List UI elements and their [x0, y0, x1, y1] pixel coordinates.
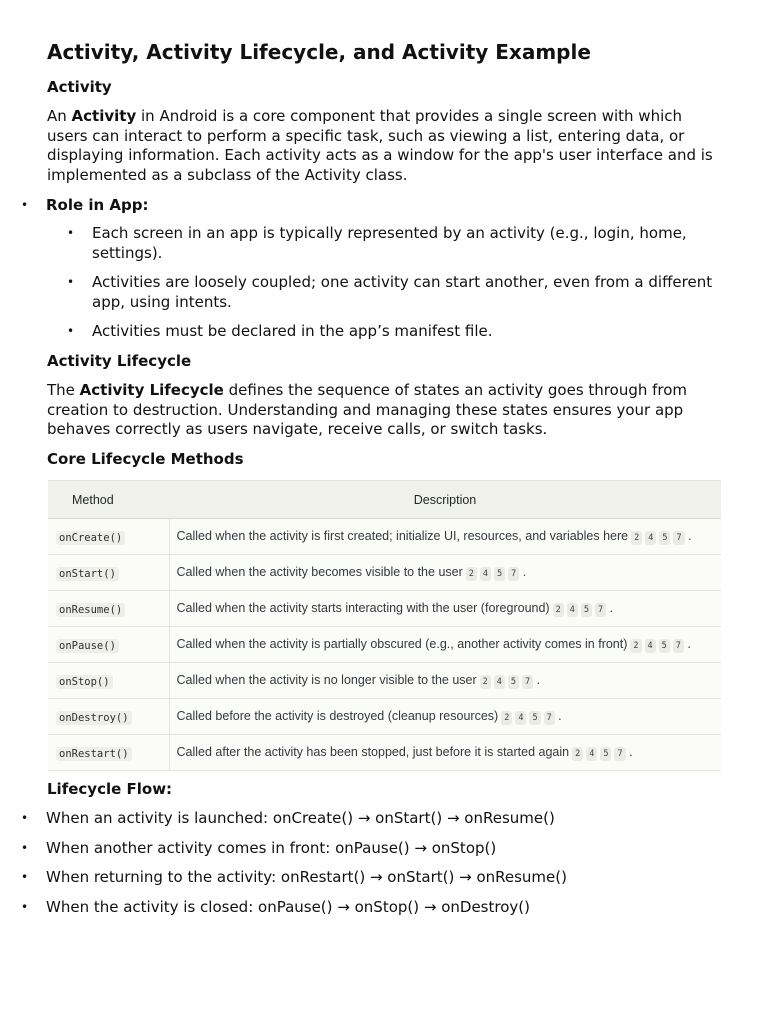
list-item: • When the activity is closed: onPause() → onStop() → onDestroy(): [21, 897, 530, 916]
description-cell: [169, 591, 721, 627]
period: .: [519, 564, 527, 579]
role-list: [0, 196, 721, 216]
bullet-icon: •: [21, 198, 29, 212]
list-item: • Each screen in an app is typically represented by an activity (e.g., login, home, settings).: [67, 224, 687, 262]
method-name: onResume(): [56, 603, 125, 617]
lifecycle-intro: The Activity Lifecycle defines the sequence of states an activity goes through from creation to destruction. Understanding and managing these states ensures your app behaves correctly as users navigate, receive calls, or switch tasks.: [47, 381, 688, 438]
citation-badge[interactable]: 4: [645, 531, 656, 545]
role-sublist: [0, 224, 721, 342]
citation-badge[interactable]: 5: [600, 747, 611, 761]
method-name: onStart(): [56, 567, 119, 581]
bullet-icon: •: [21, 899, 29, 914]
table-row: [48, 699, 721, 735]
list-item: • Role in App:: [21, 196, 149, 214]
citation-badge[interactable]: 4: [515, 711, 526, 725]
bullet-icon: •: [67, 275, 75, 289]
list-item: • When an activity is launched: onCreate() → onStart() → onResume(): [21, 809, 555, 827]
bullet-icon: •: [67, 226, 75, 240]
list-item: • Activities are loosely coupled; one activity can start another, even from a different app, using intents.: [67, 273, 713, 311]
list-item: • When another activity comes in front: onPause() → onStop(): [21, 838, 497, 857]
period: .: [554, 708, 562, 723]
bullet-icon: •: [21, 870, 29, 884]
period: .: [683, 636, 691, 651]
citation-badge[interactable]: 7: [508, 567, 519, 581]
lifecycle-methods-table: [48, 480, 721, 771]
citation-badge[interactable]: 4: [645, 639, 656, 653]
citation-badge[interactable]: 2: [572, 747, 583, 761]
citation-badge[interactable]: 2: [553, 603, 564, 617]
list-item: • Activities must be declared in the app’s manifest file.: [67, 322, 493, 340]
period: .: [625, 744, 633, 759]
description-text: Called when the activity is partially obscured (e.g., another activity comes in front): [176, 636, 628, 651]
citation-badge[interactable]: 5: [529, 711, 540, 725]
section-heading-flow: Lifecycle Flow:: [47, 780, 173, 798]
description-cell: [169, 519, 721, 555]
description-text: Called before the activity is destroyed (cleanup resources): [176, 708, 499, 723]
table-row: [48, 591, 721, 627]
citation-badge[interactable]: 5: [659, 639, 670, 653]
table-row: [48, 735, 721, 771]
table-row: [48, 519, 721, 555]
column-header-description: Description: [169, 481, 721, 519]
period: .: [684, 528, 692, 543]
description-cell: [169, 663, 721, 699]
column-header-method: Method: [48, 481, 169, 519]
table-row: [48, 555, 721, 591]
description-text: Called when the activity starts interacting with the user (foreground): [176, 600, 550, 615]
description-text: Called when the activity is first created; initialize UI, resources, and variables here: [176, 528, 629, 543]
method-cell: [48, 735, 169, 771]
citation-badge[interactable]: 2: [466, 567, 477, 581]
citation-badge[interactable]: 2: [501, 711, 512, 725]
activity-intro: An Activity in Android is a core component that provides a single screen with which users can interact to perform a specific task, such as viewing a list, entering data, or displaying information. Each activity acts as a window for the app's user interface and is implemented as a subclass of the Activity class.: [47, 107, 713, 184]
description-text: Called when the activity becomes visible to the user: [176, 564, 463, 579]
citation-badge[interactable]: 5: [659, 531, 670, 545]
method-cell: [48, 663, 169, 699]
section-heading-lifecycle: Activity Lifecycle: [47, 352, 192, 370]
table-row: [48, 627, 721, 663]
table-row: [48, 663, 721, 699]
citation-badge[interactable]: 2: [630, 639, 641, 653]
citation-badge[interactable]: 7: [614, 747, 625, 761]
citation-badge[interactable]: 4: [480, 567, 491, 581]
citation-badge[interactable]: 7: [522, 675, 533, 689]
description-cell: [169, 627, 721, 663]
method-name: onCreate(): [56, 531, 125, 545]
period: .: [533, 672, 541, 687]
citation-badge[interactable]: 7: [595, 603, 606, 617]
list-item: • When returning to the activity: onRestart() → onStart() → onResume(): [21, 868, 567, 886]
method-name: onPause(): [56, 639, 119, 653]
description-text: Called after the activity has been stopped, just before it is started again: [176, 744, 570, 759]
method-name: onStop(): [56, 675, 113, 689]
citation-badge[interactable]: 4: [494, 675, 505, 689]
citation-badge[interactable]: 7: [673, 531, 684, 545]
citation-badge[interactable]: 5: [508, 675, 519, 689]
bullet-icon: •: [21, 840, 29, 855]
description-cell: [169, 699, 721, 735]
period: .: [606, 600, 614, 615]
citation-badge[interactable]: 7: [673, 639, 684, 653]
citation-badge[interactable]: 2: [631, 531, 642, 545]
method-cell: [48, 555, 169, 591]
section-heading-core-methods: Core Lifecycle Methods: [47, 450, 244, 468]
table-header-row: [48, 481, 721, 519]
citation-badge[interactable]: 4: [586, 747, 597, 761]
citation-badge[interactable]: 7: [544, 711, 555, 725]
description-cell: [169, 735, 721, 771]
citation-badge[interactable]: 4: [567, 603, 578, 617]
bullet-icon: •: [67, 324, 75, 338]
method-cell: [48, 519, 169, 555]
method-cell: [48, 699, 169, 735]
page-title: Activity, Activity Lifecycle, and Activity Example: [47, 40, 591, 64]
description-text: Called when the activity is no longer visible to the user: [176, 672, 477, 687]
bullet-icon: •: [21, 811, 29, 825]
citation-badge[interactable]: 5: [494, 567, 505, 581]
method-name: onRestart(): [56, 747, 132, 761]
section-heading-activity: Activity: [47, 78, 112, 96]
description-cell: [169, 555, 721, 591]
citation-badge[interactable]: 2: [480, 675, 491, 689]
method-cell: [48, 627, 169, 663]
method-cell: [48, 591, 169, 627]
citation-badge[interactable]: 5: [581, 603, 592, 617]
method-name: onDestroy(): [56, 711, 132, 725]
flow-list: [0, 809, 721, 917]
